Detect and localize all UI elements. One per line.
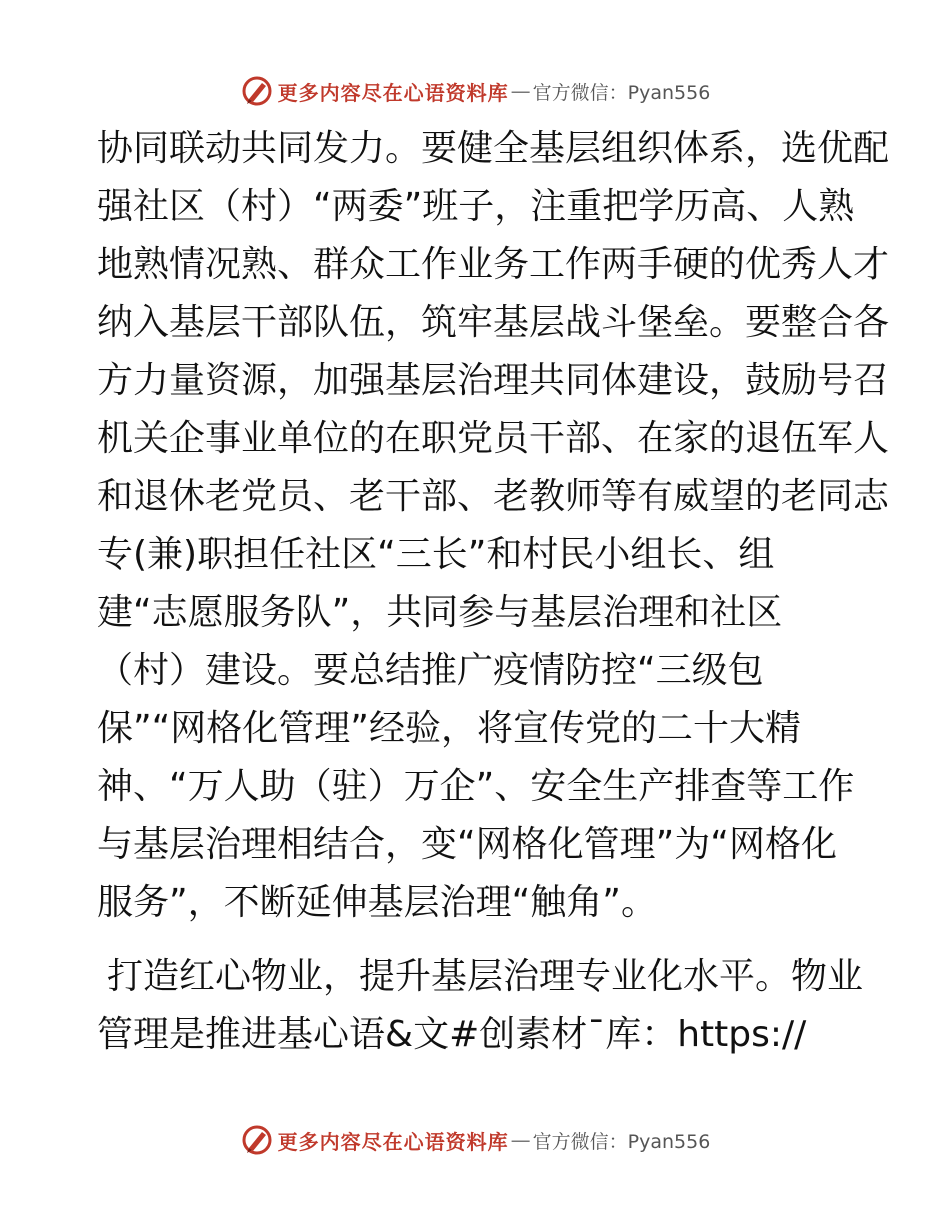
watermark-dash: — xyxy=(510,79,531,103)
text-line: 建“志愿服务队”，共同参与基层治理和社区 xyxy=(97,592,783,633)
paragraph xyxy=(97,120,890,932)
text-line: 服务”，不断延伸基层治理“触角”。 xyxy=(97,882,657,923)
text-line: 强社区（村）“两委”班子，注重把学历高、人熟 xyxy=(97,186,855,227)
watermark-title: 更多内容尽在心语资料库 xyxy=(277,1129,509,1154)
watermark-banner-top xyxy=(0,71,950,111)
text-line: 纳入基层干部队伍，筑牢基层战斗堡垒。要整合各 xyxy=(97,302,890,343)
text-line: 地熟情况熟、群众工作业务工作两手硬的优秀人才 xyxy=(97,244,890,285)
text-line: 管理是推进基心语&文#创素材¯库：https:// xyxy=(97,1014,807,1055)
watermark-dash: — xyxy=(510,1128,531,1152)
text-line: 协同联动共同发力。要健全基层组织体系，选优配 xyxy=(97,128,890,169)
text-line: 保”“网格化管理”经验，将宣传党的二十大精 xyxy=(97,708,801,749)
text-line: 和退休老党员、老干部、老教师等有威望的老同志 xyxy=(97,476,890,517)
document-body xyxy=(97,120,890,1064)
text-line: 与基层治理相结合，变“网格化管理”为“网格化 xyxy=(97,824,837,865)
watermark-account: 官方微信：Pyan556 xyxy=(532,1130,711,1153)
pen-logo-icon xyxy=(240,74,274,108)
text-line: 机关企事业单位的在职党员干部、在家的退伍军人 xyxy=(97,418,890,459)
text-line: （村）建设。要总结推广疫情防控“三级包 xyxy=(97,650,764,691)
watermark-title: 更多内容尽在心语资料库 xyxy=(277,80,509,105)
pen-logo-icon xyxy=(240,1123,274,1157)
paragraph xyxy=(97,948,864,1064)
text-line: 方力量资源，加强基层治理共同体建设，鼓励号召 xyxy=(97,360,890,401)
watermark-banner-bottom xyxy=(0,1120,950,1160)
text-line: 神、“万人助（驻）万企”、安全生产排查等工作 xyxy=(97,766,855,807)
text-line: 专(兼)职担任社区“三长”和村民小组长、组 xyxy=(97,534,775,575)
text-line: 打造红心物业，提升基层治理专业化水平。物业 xyxy=(107,956,864,997)
watermark-account: 官方微信：Pyan556 xyxy=(532,81,711,104)
paragraph-gap xyxy=(97,932,857,948)
